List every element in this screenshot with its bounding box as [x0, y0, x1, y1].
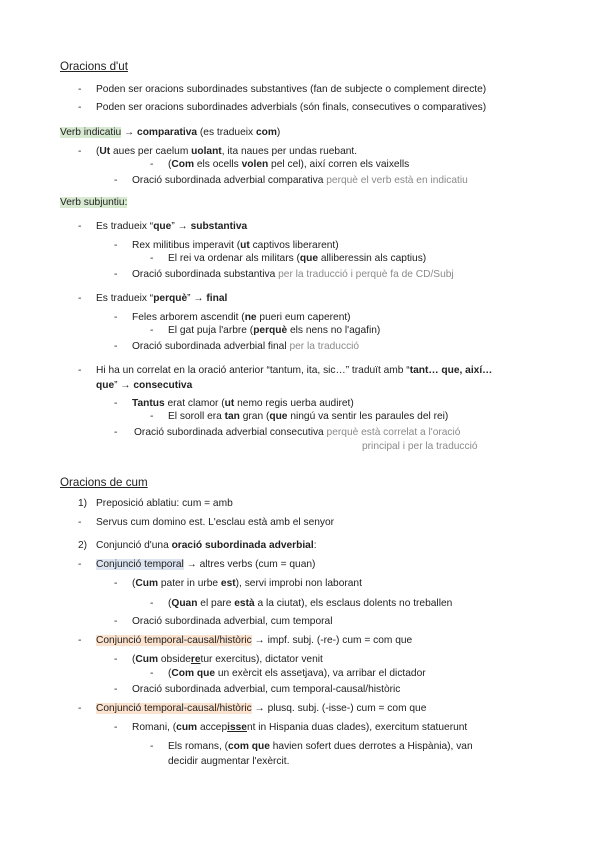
bullet-dash: - [114, 654, 118, 665]
bullet-dash: - [114, 684, 118, 695]
que-latin [132, 239, 339, 252]
bullet-dash: - [150, 411, 154, 422]
isse-suffix: isse [227, 722, 247, 733]
text: Oració subordinada adverbial comparativa [132, 175, 324, 186]
text: ” → [187, 293, 207, 304]
text: pel cel), així corren els vaixells [268, 159, 410, 170]
com-que-words: com que [228, 741, 270, 752]
indicatiu-kind: comparativa [137, 127, 198, 138]
text: nt in Hispania duas clades), exercitum statuerunt [246, 722, 468, 733]
text: Conjunció d'una [96, 540, 172, 551]
text: els ocells [194, 159, 242, 170]
text: captivos liberarent) [249, 240, 339, 251]
causal1-cat [168, 667, 426, 680]
que-word: que [153, 221, 172, 232]
text: nemo regis uerba audiret) [234, 398, 354, 409]
volen-word: volen [241, 159, 269, 170]
bold-text: oració subordinada adverbial [171, 540, 314, 551]
text: aues per caelum [110, 146, 192, 157]
que-heading [96, 220, 247, 233]
bullet-dash: - [78, 293, 82, 304]
list-number: 2) [78, 540, 88, 551]
temporal-note: Oració subordinada adverbial, cum temporal [132, 616, 333, 627]
correlat-latin [132, 397, 354, 410]
cum-example-1: Servus cum domino est. L'esclau està amb el senyor [96, 517, 335, 528]
causal2-cat [168, 740, 473, 753]
text: Feles arborem ascendit ( [132, 312, 245, 323]
text: ( [168, 598, 172, 609]
text: Rex militibus imperavit ( [132, 240, 241, 251]
indicatiu-cat [168, 158, 409, 171]
text: Oració subordinada substantiva [132, 269, 276, 280]
indicatiu-note [132, 174, 468, 187]
text: havien sofert dues derrotes a Hispània), van [269, 741, 473, 752]
correlat-note [134, 426, 460, 439]
text: ( [132, 578, 136, 589]
correlat-heading-line2 [96, 379, 192, 392]
arrow: → [121, 127, 138, 138]
perque-latin [132, 311, 351, 324]
bullet-dash: - [78, 559, 82, 570]
bullet-dash: - [150, 159, 154, 170]
perque-note [132, 340, 359, 353]
text: ( [132, 654, 136, 665]
com-word: com [255, 127, 277, 138]
text: erat clamor ( [164, 398, 225, 409]
ut-word: ut [224, 398, 235, 409]
kind-word: substantiva [190, 221, 248, 232]
grey-note: per la traducció i perquè fa de CD/Subj [275, 269, 454, 280]
perque-word: perquè [153, 293, 188, 304]
grey-note: perquè està correlat a l'oració [323, 427, 461, 438]
bullet-dash: - [78, 517, 82, 528]
text: El rei va ordenar als militars ( [168, 253, 300, 264]
temporal-label: Conjunció temporal [96, 559, 184, 570]
text: Oració subordinada adverbial final [132, 341, 287, 352]
causal1-heading [96, 634, 412, 647]
text: , ita naues per undas ruebant. [221, 146, 358, 157]
causal-label: Conjunció temporal-causal/històric [96, 703, 252, 714]
cum-word: Cum [135, 578, 159, 589]
text: ( [168, 159, 172, 170]
causal2-heading [96, 702, 426, 715]
ut-word: Ut [99, 146, 111, 157]
ne-word: ne [244, 312, 257, 323]
text: ” → [114, 380, 134, 391]
temporal-latin [132, 577, 362, 590]
bullet-dash: - [78, 221, 82, 232]
ut-word: ut [240, 240, 250, 251]
text: pueri eum caperent) [256, 312, 351, 323]
bullet-dash: - [114, 578, 118, 589]
com-word: Com [171, 159, 195, 170]
intro-item-2: Poden ser oracions subordinades adverbials (són finals, consecutives o comparatives) [96, 102, 487, 113]
causal1-latin [132, 653, 323, 666]
causal2-cat-line2: decidir augmentar l'exèrcit. [168, 756, 290, 767]
que-cat [168, 252, 426, 265]
cum-word: Cum [135, 654, 159, 665]
text: el pare [197, 598, 235, 609]
bullet-dash: - [150, 598, 154, 609]
text: Hi ha un correlat en la oració anterior “tantum, ita, sic…” traduït amb “ [96, 365, 410, 376]
bullet-dash: - [150, 741, 154, 752]
text: a la ciutat), els esclaus dolents no treballen [254, 598, 453, 609]
text: els nens no l'agafin) [287, 325, 381, 336]
text: un exèrcit els assetjava), va arribar el dictador [215, 668, 426, 679]
bullet-dash: - [150, 253, 154, 264]
subjuntiu-label: Verb subjuntiu: [60, 197, 128, 208]
tant-que-words: tant… que, així… [409, 365, 493, 376]
que-note [132, 268, 454, 281]
text: ” → [171, 221, 191, 232]
bullet-dash: - [78, 635, 82, 646]
correlat-heading [96, 364, 492, 377]
bullet-dash: - [150, 325, 154, 336]
text: Oració subordinada adverbial consecutiva [134, 427, 324, 438]
text: → impf. subj. (-re-) cum = com que [251, 635, 413, 646]
text: Es tradueix “ [96, 293, 154, 304]
bullet-dash: - [150, 668, 154, 679]
bullet-dash: - [114, 427, 118, 438]
que-word: que [96, 380, 115, 391]
text: accep [197, 722, 228, 733]
subjuntiu-heading [60, 196, 127, 209]
section-title-ut: Oracions d'ut [60, 60, 128, 73]
text: Romani, ( [132, 722, 177, 733]
correlat-note-line2: principal i per la traducció [362, 441, 478, 452]
text: tur exercitus), dictator venit [200, 654, 323, 665]
quan-word: Quan [171, 598, 198, 609]
causal2-latin [132, 721, 467, 734]
est-word: est [220, 578, 236, 589]
com-que-words: Com que [171, 668, 215, 679]
kind-word: consecutiva [133, 380, 193, 391]
que-word: que [269, 411, 288, 422]
bullet-dash: - [78, 102, 82, 113]
tan-word: tan [224, 411, 240, 422]
text: ( [168, 668, 172, 679]
bullet-dash: - [114, 616, 118, 627]
bullet-dash: - [78, 703, 82, 714]
indicatiu-heading [60, 126, 280, 139]
indicatiu-label: Verb indicatiu [60, 127, 122, 138]
text: El gat puja l'arbre ( [168, 325, 254, 336]
esta-word: està [234, 598, 255, 609]
text: gran ( [239, 411, 270, 422]
uolant-word: uolant [191, 146, 222, 157]
text: (es tradueix [197, 127, 256, 138]
bullet-dash: - [114, 240, 118, 251]
correlat-cat [168, 410, 448, 423]
bullet-dash: - [114, 341, 118, 352]
text: ningú va sentir les paraules del rei) [287, 411, 449, 422]
text: ( [96, 146, 100, 157]
temporal-heading [96, 558, 315, 571]
bullet-dash: - [114, 269, 118, 280]
text: obside [158, 654, 191, 665]
text: Els romans, ( [168, 741, 229, 752]
bullet-dash: - [114, 312, 118, 323]
bullet-dash: - [78, 84, 82, 95]
text: ), servi improbi non laborant [235, 578, 362, 589]
text: : [313, 540, 317, 551]
causal-label: Conjunció temporal-causal/històric [96, 635, 252, 646]
text: El soroll era [168, 411, 225, 422]
temporal-cat [168, 597, 452, 610]
bullet-dash: - [78, 365, 82, 376]
section-title-cum: Oracions de cum [60, 476, 148, 489]
text: ) [276, 127, 281, 138]
text: Es tradueix “ [96, 221, 154, 232]
cum-word: cum [176, 722, 198, 733]
perque-heading [96, 292, 227, 305]
intro-item-1: Poden ser oracions subordinades substantives (fan de subjecte o complement directe) [96, 84, 487, 95]
perque-cat [168, 324, 380, 337]
bullet-dash: - [114, 398, 118, 409]
text: → plusq. subj. (-isse-) cum = com que [251, 703, 427, 714]
kind-word: final [206, 293, 228, 304]
text: pater in urbe [158, 578, 221, 589]
re-suffix: re [190, 654, 201, 665]
indicatiu-latin [96, 145, 357, 158]
grey-note: per la traducció [286, 341, 360, 352]
bullet-dash: - [114, 722, 118, 733]
list-number: 1) [78, 498, 88, 509]
text: alliberessin als captius) [318, 253, 427, 264]
bullet-dash: - [114, 175, 118, 186]
tantus-word: Tantus [132, 398, 165, 409]
cum-item-1: Preposició ablatiu: cum = amb [96, 498, 233, 509]
que-word: que [299, 253, 319, 264]
causal1-note: Oració subordinada adverbial, cum temporal-causal/històric [132, 684, 401, 695]
text: → altres verbs (cum = quan) [183, 559, 316, 570]
perque-word: perquè [253, 325, 288, 336]
bullet-dash: - [78, 146, 82, 157]
grey-note: perquè el verb està en indicatiu [323, 175, 468, 186]
cum-item-2 [96, 539, 317, 552]
